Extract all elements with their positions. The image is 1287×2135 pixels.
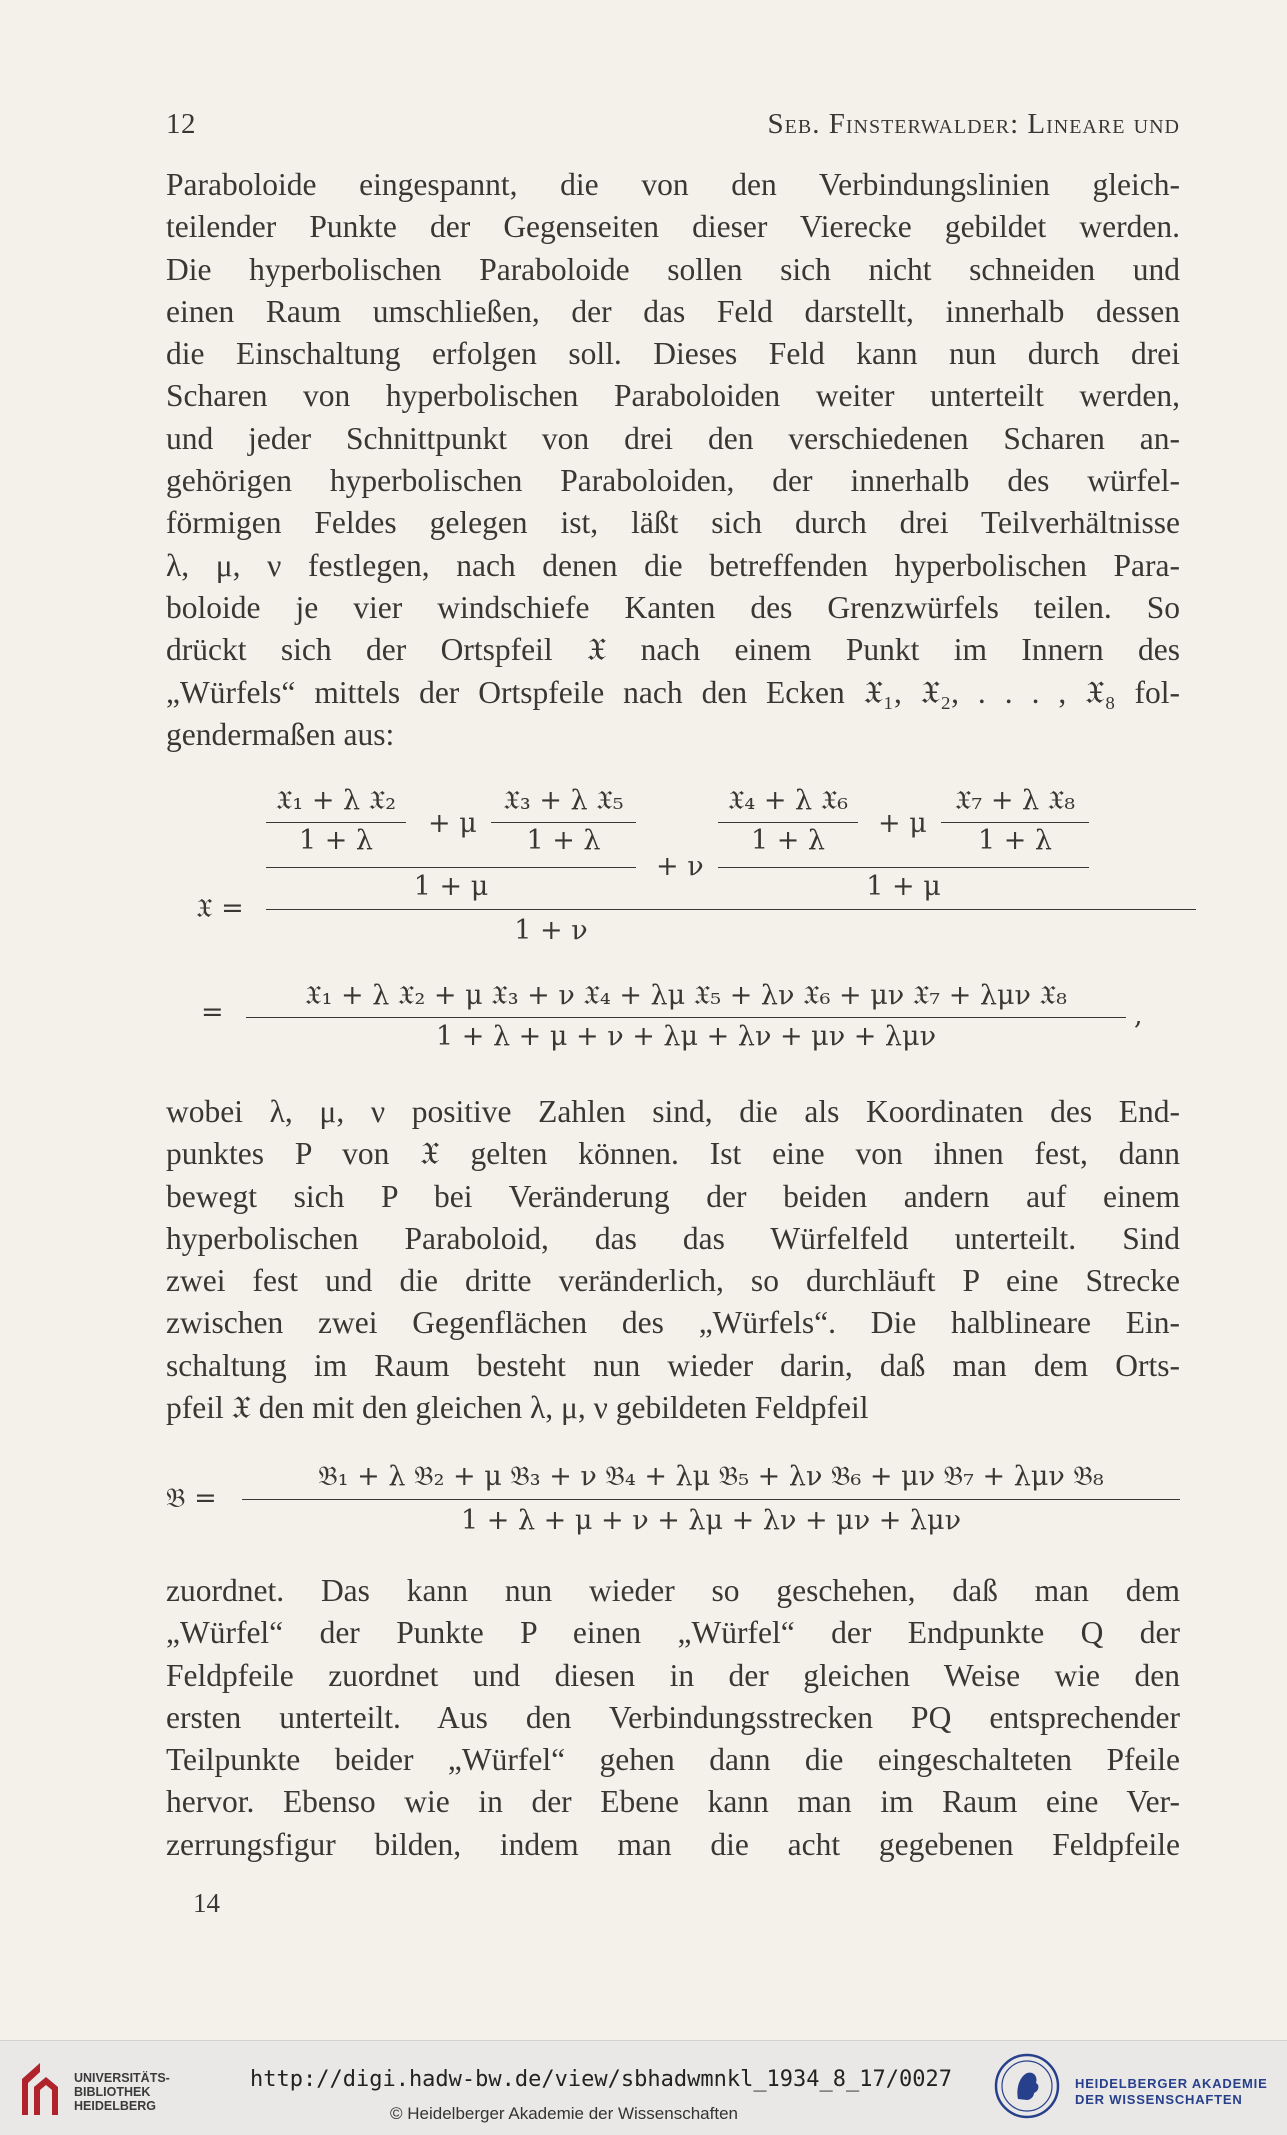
den-a: 1 + μ bbox=[413, 871, 489, 902]
copyright-notice: © Heidelberger Akademie der Wissenschaften bbox=[390, 2104, 738, 2123]
library-name bbox=[74, 2071, 170, 2113]
text-line: λ, μ, ν festlegen, nach denen die betreffenden hyperbolischen Para- bbox=[166, 547, 1180, 583]
inner-bar-b bbox=[718, 867, 1089, 868]
text-line: und jeder Schnittpunkt von drei den verschiedenen Scharen an- bbox=[166, 420, 1180, 456]
page-number: 12 bbox=[166, 108, 196, 140]
signature-mark: 14 bbox=[193, 1888, 220, 1918]
text-line: zuordnet. Das kann nun wieder so geschehen, daß man dem bbox=[166, 1573, 1180, 1608]
academy-name-line: HEIDELBERGER AKADEMIE bbox=[1075, 2076, 1268, 2091]
text-line: „Würfel“ der Punkte P einen „Würfel“ der Endpunkte Q der bbox=[166, 1615, 1180, 1651]
text-line: teilender Punkte der Gegenseiten dieser Vierecke gebildet werden. bbox=[166, 209, 1180, 245]
formula-2-bar bbox=[242, 1499, 1180, 1500]
expanded-bar bbox=[246, 1017, 1126, 1018]
text-line: Teilpunkte beider „Würfel“ gehen dann die eingeschalteten Pfeile bbox=[166, 1742, 1180, 1778]
text-line: hyperbolischen Paraboloid, das das Würfelfeld unterteilt. Sind bbox=[166, 1220, 1180, 1256]
academy-name-line: DER WISSENSCHAFTEN bbox=[1075, 2092, 1243, 2107]
formula-2-lhs: 𝔅 = bbox=[166, 1483, 217, 1514]
frac-b-numerator: 𝔛₃ + λ 𝔛₅ bbox=[503, 785, 624, 816]
library-logo-icon bbox=[14, 2059, 66, 2121]
frac-b-bar bbox=[491, 822, 636, 823]
frac-d-numerator: 𝔛₇ + λ 𝔛₈ bbox=[954, 785, 1076, 816]
text-line: zerrungsfigur bilden, indem man die acht gegebenen Feldpfeile bbox=[166, 1826, 1180, 1862]
running-title: Seb. Finsterwalder: Lineare und bbox=[767, 108, 1180, 140]
formula-1-lhs: 𝔛 = bbox=[196, 893, 244, 924]
text-line: zwischen zwei Gegenflächen des „Würfels“. Die halblineare Ein- bbox=[166, 1305, 1180, 1341]
text-line: drückt sich der Ortspfeil 𝔛 nach einem Punkt im Innern des bbox=[166, 632, 1180, 668]
paragraph-2 bbox=[166, 1091, 1180, 1429]
den-outer: 1 + ν bbox=[514, 915, 588, 946]
text-line: gendermaßen aus: bbox=[166, 716, 395, 752]
plus-mu-b: + μ bbox=[878, 808, 927, 839]
text-line: bewegt sich P bei Veränderung der beiden andern auf einem bbox=[166, 1178, 1180, 1214]
paragraph-1 bbox=[166, 164, 1180, 756]
text-line: hervor. Ebenso wie in der Ebene kann man im Raum eine Ver- bbox=[166, 1784, 1180, 1820]
frac-a-denominator: 1 + λ bbox=[298, 825, 374, 856]
frac-c-numerator: 𝔛₄ + λ 𝔛₆ bbox=[727, 785, 849, 816]
viewer-footer bbox=[0, 2040, 1287, 2135]
formula-2 bbox=[166, 1455, 1180, 1555]
library-name-line: BIBLIOTHEK bbox=[74, 2085, 151, 2099]
expanded-numerator: 𝔛₁ + λ 𝔛₂ + μ 𝔛₃ + ν 𝔛₄ + λμ 𝔛₅ + λν 𝔛₆ + μν 𝔛₇ + λμν 𝔛₈ bbox=[305, 980, 1067, 1011]
permalink[interactable]: http://digi.hadw-bw.de/view/sbhadwmnkl_1934_8_17/0027 bbox=[250, 2067, 952, 2092]
text-line: Paraboloide eingespannt, die von den Verbindungslinien gleich- bbox=[166, 167, 1180, 202]
library-name-line: HEIDELBERG bbox=[74, 2099, 156, 2113]
formula-comma: , bbox=[1134, 1000, 1143, 1031]
frac-a-numerator: 𝔛₁ + λ 𝔛₂ bbox=[275, 785, 397, 816]
text-line: zwei fest und die dritte veränderlich, so durchläuft P eine Strecke bbox=[166, 1263, 1180, 1299]
frac-c-bar bbox=[718, 822, 858, 823]
page-header bbox=[166, 108, 1180, 148]
text-line: „Würfels“ mittels der Ortspfeile nach den Ecken 𝔛₁, 𝔛₂, . . . , 𝔛₈ fol- bbox=[166, 674, 1180, 710]
frac-d-bar bbox=[941, 822, 1089, 823]
text-line: boloide je vier windschiefe Kanten des Grenzwürfels teilen. So bbox=[166, 589, 1180, 625]
formula-2-numerator: 𝔅₁ + λ 𝔅₂ + μ 𝔅₃ + ν 𝔅₄ + λμ 𝔅₅ + λν 𝔅₆ + μν 𝔅₇ + λμν 𝔅₈ bbox=[318, 1461, 1104, 1492]
text-line: Die hyperbolischen Paraboloide sollen sich nicht schneiden und bbox=[166, 251, 1180, 287]
frac-a-bar bbox=[266, 822, 406, 823]
frac-c-denominator: 1 + λ bbox=[750, 825, 826, 856]
text-line: wobei λ, μ, ν positive Zahlen sind, die als Koordinaten des End- bbox=[166, 1094, 1180, 1129]
text-line: schaltung im Raum besteht nun wieder darin, daß man dem Orts- bbox=[166, 1347, 1180, 1383]
plus-mu-a: + μ bbox=[428, 808, 477, 839]
text-line: ersten unterteilt. Aus den Verbindungsstrecken PQ entsprechender bbox=[166, 1699, 1180, 1735]
text-line: Scharen von hyperbolischen Paraboloiden weiter unterteilt werden, bbox=[166, 378, 1180, 414]
formula-2-denominator: 1 + λ + μ + ν + λμ + λν + μν + λμν bbox=[461, 1505, 961, 1536]
plus-nu: + ν bbox=[656, 851, 704, 882]
text-line: punktes P von 𝔛 gelten können. Ist eine von ihnen fest, dann bbox=[166, 1136, 1180, 1172]
text-line: pfeil 𝔛 den mit den gleichen λ, μ, ν gebildeten Feldpfeil bbox=[166, 1390, 869, 1426]
text-line: die Einschaltung erfolgen soll. Dieses Feld kann nun durch drei bbox=[166, 336, 1180, 372]
formula-1 bbox=[166, 775, 1180, 1055]
text-line: Feldpfeile zuordnet und diesen in der gleichen Weise wie den bbox=[166, 1657, 1180, 1693]
expanded-denominator: 1 + λ + μ + ν + λμ + λν + μν + λμν bbox=[436, 1021, 936, 1052]
main-fraction-bar bbox=[266, 909, 1196, 910]
academy-name bbox=[1075, 2076, 1268, 2108]
text-line: förmigen Feldes gelegen ist, läßt sich durch drei Teilverhältnisse bbox=[166, 505, 1180, 541]
frac-b-denominator: 1 + λ bbox=[526, 825, 601, 856]
text-line: gehörigen hyperbolischen Paraboloiden, der innerhalb des würfel- bbox=[166, 463, 1180, 499]
academy-seal-icon bbox=[994, 2053, 1060, 2119]
frac-d-denominator: 1 + λ bbox=[977, 825, 1053, 856]
inner-bar-a bbox=[266, 867, 636, 868]
text-line: einen Raum umschließen, der das Feld darstellt, innerhalb dessen bbox=[166, 293, 1180, 329]
equals-sign: = bbox=[201, 997, 224, 1028]
paragraph-3 bbox=[166, 1570, 1180, 1866]
library-name-line: UNIVERSITÄTS- bbox=[74, 2071, 170, 2085]
den-b: 1 + μ bbox=[866, 871, 941, 902]
